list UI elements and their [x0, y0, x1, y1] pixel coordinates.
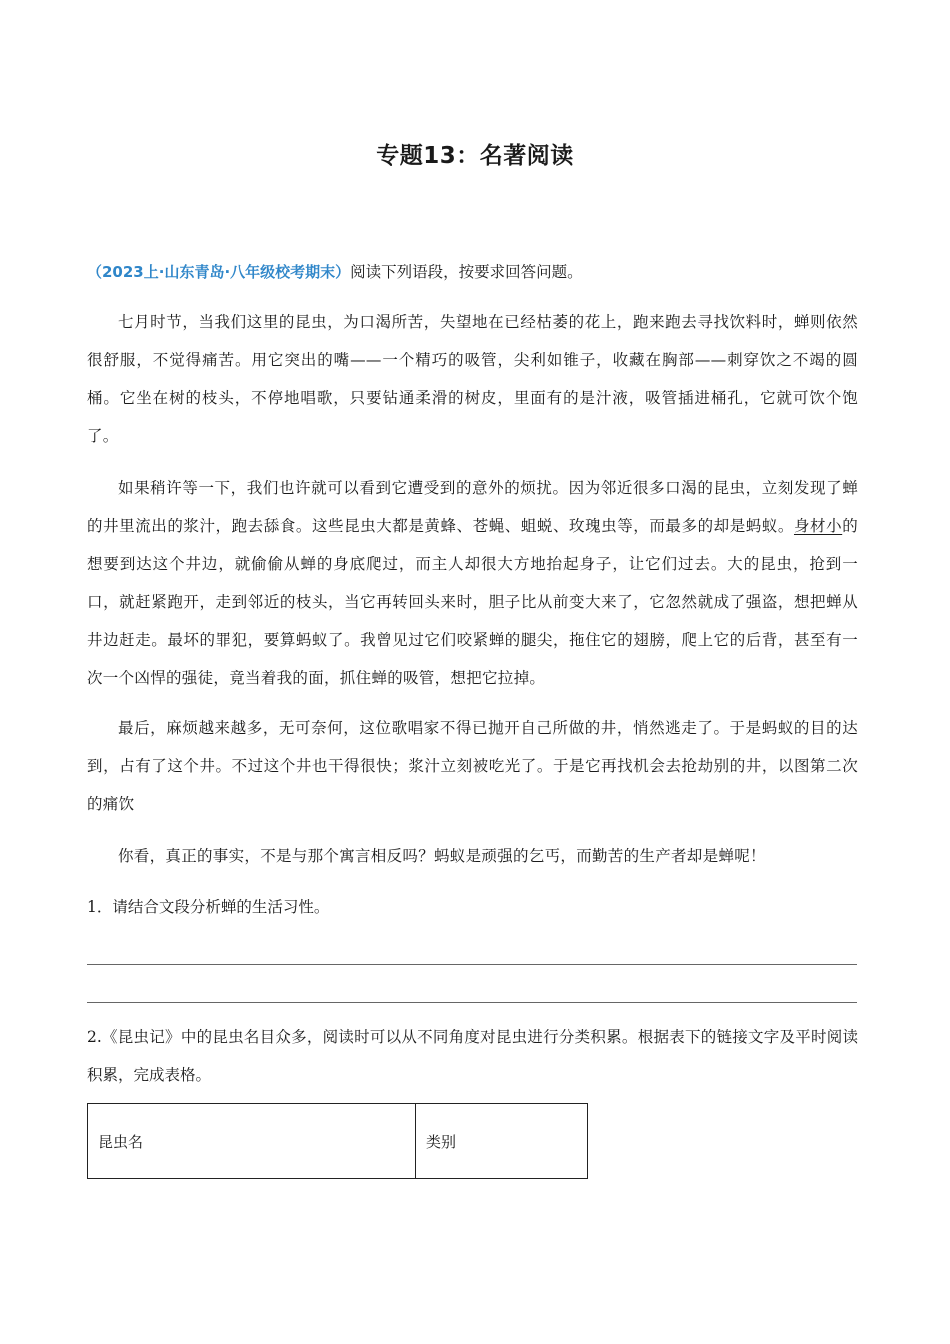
- passage-paragraph-3: 最后，麻烦越来越多，无可奈何，这位歌唱家不得已抛开自己所做的井，悄然逃走了。于是蚂蚁的目的达到，占有了这个井。不过这个井也干得很快；浆汁立刻被吃光了。于是它再找机会去抢劫别的井，以图第二次的痛饮: [87, 719, 858, 813]
- instruction-text: 阅读下列语段，按要求回答问题。: [350, 263, 583, 281]
- question-1: 1．请结合文段分析蝉的生活习性。: [87, 898, 330, 916]
- answer-line-2[interactable]: [87, 1002, 857, 1003]
- table-header-category: 类别: [416, 1104, 588, 1179]
- paragraph-2-part-b: 的想要到达这个井边，就偷偷从蝉的身底爬过，而主人却很大方地抬起身子，让它们过去。大的昆虫，抢到一口，就赶紧跑开，走到邻近的枝头，当它再转回头来时，胆子比从前变大来了，它忽然就成了强盗，想把蝉从井边赶走。最坏的罪犯，要算蚂蚁了。我曾见过它们咬紧蝉的腿尖，拖住它的翅膀，爬上它的后背，甚至有一次一个凶悍的强徒，竟当着我的面，抓住蝉的吸管，想把它拉掉。: [87, 517, 859, 687]
- passage-paragraph-4: 你看，真正的事实，不是与那个寓言相反吗？蚂蚁是顽强的乞丐，而勤苦的生产者却是蝉呢！: [118, 847, 766, 865]
- source-tag: （2023上·山东青岛·八年级校考期末）: [87, 263, 351, 281]
- table-row: [88, 1104, 588, 1179]
- source-line: [87, 261, 862, 283]
- passage-paragraph-2: [87, 469, 858, 697]
- page-title: 专题13：名著阅读: [376, 143, 574, 169]
- table-header-insect-name: 昆虫名: [88, 1104, 416, 1179]
- answer-line-1[interactable]: [87, 964, 857, 965]
- insect-classification-table: [87, 1103, 588, 1179]
- paragraph-2-part-a: 如果稍许等一下，我们也许就可以看到它遭受到的意外的烦扰。因为邻近很多口渴的昆虫，立刻发现了蝉的井里流出的浆汁，跑去舔食。这些昆虫大都是黄蜂、苍蝇、蛆蜕、玫瑰虫等，而最多的却是蚂蚁。: [87, 479, 858, 535]
- passage-paragraph-1: 七月时节，当我们这里的昆虫，为口渴所苦，失望地在已经枯萎的花上，跑来跑去寻找饮料时，蝉则依然很舒服，不觉得痛苦。用它突出的嘴——一个精巧的吸管，尖利如锥子，收藏在胸部——刺穿饮之不竭的圆桶。它坐在树的枝头，不停地唱歌，只要钻通柔滑的树皮，里面有的是汁液，吸管插进桶孔，它就可饮个饱了。: [87, 313, 858, 445]
- question-2: 2.《昆虫记》中的昆虫名目众多，阅读时可以从不同角度对昆虫进行分类积累。根据表下的链接文字及平时阅读积累，完成表格。: [87, 1028, 858, 1084]
- underlined-phrase: 身材小: [793, 517, 843, 535]
